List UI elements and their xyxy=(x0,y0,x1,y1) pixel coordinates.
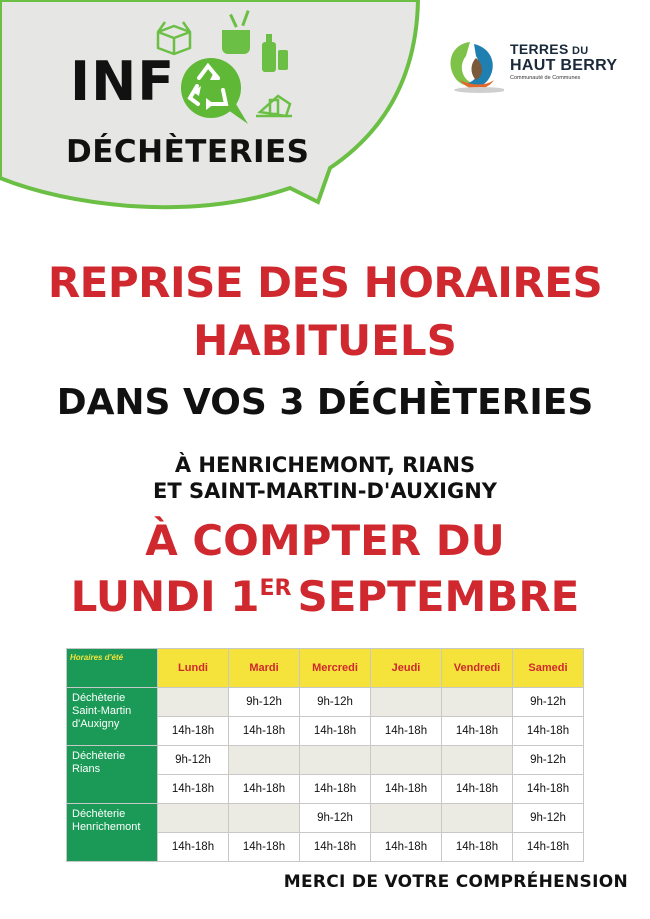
hours-cell: 14h-18h xyxy=(229,775,300,804)
hours-cell xyxy=(158,804,229,833)
hours-cell: 14h-18h xyxy=(158,717,229,746)
schedule-header-row xyxy=(67,649,584,688)
hours-cell: 14h-18h xyxy=(300,717,371,746)
day-header: Mercredi xyxy=(300,649,371,688)
table-row xyxy=(67,804,584,833)
hours-cell: 14h-18h xyxy=(513,833,584,862)
hours-cell: 9h-12h xyxy=(229,688,300,717)
headline-line1: REPRISE DES HORAIRES xyxy=(47,258,603,307)
day-header: Mardi xyxy=(229,649,300,688)
hours-cell: 9h-12h xyxy=(513,746,584,775)
hours-cell xyxy=(442,746,513,775)
headline-line2: HABITUELS xyxy=(193,316,457,365)
schedule-corner-label: Horaires d'été xyxy=(67,649,158,688)
hours-cell: 14h-18h xyxy=(158,833,229,862)
hours-cell xyxy=(442,688,513,717)
hours-cell: 14h-18h xyxy=(442,775,513,804)
footer-thanks: MERCI DE VOTRE COMPRÉHENSION xyxy=(283,872,628,892)
hours-cell: 14h-18h xyxy=(300,833,371,862)
hours-cell: 14h-18h xyxy=(371,717,442,746)
hours-cell: 14h-18h xyxy=(300,775,371,804)
headline-line5: À COMPTER DU xyxy=(145,516,505,565)
decheteries-title: DÉCHÈTERIES xyxy=(66,134,310,170)
hours-cell: 14h-18h xyxy=(158,775,229,804)
hours-cell: 9h-12h xyxy=(300,688,371,717)
schedule-table xyxy=(66,648,584,862)
terres-du-haut-berry-logo: TERRES DU HAUT BERRY Communauté de Communes xyxy=(440,34,630,98)
day-header: Samedi xyxy=(513,649,584,688)
hours-cell: 14h-18h xyxy=(371,833,442,862)
site-name: Déchèterie Rians xyxy=(67,746,158,804)
hours-cell: 9h-12h xyxy=(513,804,584,833)
hours-cell xyxy=(229,804,300,833)
hours-cell: 14h-18h xyxy=(442,717,513,746)
hours-cell xyxy=(229,746,300,775)
day-header: Lundi xyxy=(158,649,229,688)
hours-cell: 14h-18h xyxy=(513,775,584,804)
hours-cell xyxy=(442,804,513,833)
table-row xyxy=(67,746,584,775)
hours-cell: 14h-18h xyxy=(229,717,300,746)
hours-cell xyxy=(158,688,229,717)
table-row xyxy=(67,688,584,717)
hours-cell xyxy=(300,746,371,775)
headline-locations: À HENRICHEMONT, RIANS ET SAINT-MARTIN-D'AUXIGNY xyxy=(152,453,498,503)
hours-cell xyxy=(371,688,442,717)
hours-cell: 14h-18h xyxy=(442,833,513,862)
hours-cell: 14h-18h xyxy=(513,717,584,746)
hours-cell: 14h-18h xyxy=(371,775,442,804)
site-name: Déchèterie Saint-Martin d'Auxigny xyxy=(67,688,158,746)
info-title: INF xyxy=(70,50,176,113)
hours-cell: 9h-12h xyxy=(158,746,229,775)
hours-cell: 9h-12h xyxy=(300,804,371,833)
hours-cell: 9h-12h xyxy=(513,688,584,717)
hours-cell xyxy=(371,804,442,833)
logo-emblem-icon xyxy=(440,34,504,98)
hours-cell: 14h-18h xyxy=(229,833,300,862)
headline-line3: DANS VOS 3 DÉCHÈTERIES xyxy=(56,382,594,423)
hours-cell xyxy=(371,746,442,775)
day-header: Jeudi xyxy=(371,649,442,688)
day-header: Vendredi xyxy=(442,649,513,688)
headline-line6: LUNDI 1ER SEPTEMBRE xyxy=(70,572,580,621)
site-name: Déchèterie Henrichemont xyxy=(67,804,158,862)
